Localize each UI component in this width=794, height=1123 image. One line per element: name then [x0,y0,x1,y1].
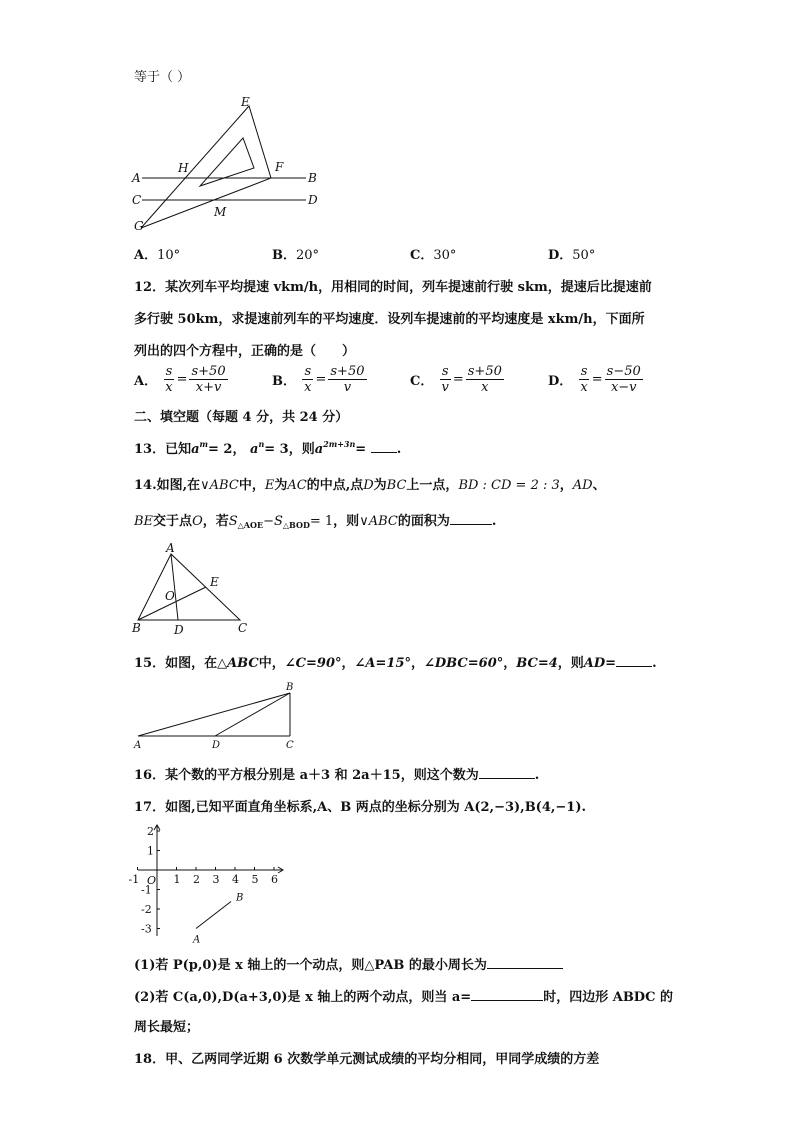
label-c: C [238,621,248,635]
q14-line-1: 14.如图,在∨ABC中，E为AC的中点,点D为BC上一点，BD : CD = 2 : 3，AD、 [134,478,606,493]
y-tick-label: -1 [141,883,152,897]
q11-option-a[interactable]: A．10° [134,248,181,263]
q11-option-c[interactable]: C．30° [410,248,457,263]
label-a: A [134,740,142,751]
label-h: H [178,161,189,175]
q12-line-2: 多行驶 50km，求提速前列车的平均速度．设列车提速前的平均速度是 xkm/h，下面所 [134,312,645,327]
segment-db [215,693,290,736]
x-tick-label: -1 [128,873,140,886]
x-tick-label: 5 [251,873,259,886]
q17-sub2-answer-blank[interactable] [471,988,543,1001]
q13-text: 13．已知$a^m= 2$， $a^n= 3$，则$a^{2m+3n}=$ . [134,439,402,457]
q17-coordinate-plane [130,824,300,944]
y-tick-label: 1 [147,844,154,858]
label-e: E [210,575,219,589]
q14-line-2: BE交于点O，若$S_{\triangle AOE}-S_{\triangle BOD}= 1$，则∨ABC的面积为 . [134,514,497,530]
origin-label: O [147,874,157,887]
q11-option-b[interactable]: B．20° [272,248,320,263]
q14-answer-blank[interactable] [450,512,492,525]
x-tick-label: 6 [271,873,278,886]
label-a: A [166,541,175,555]
x-tick-label: 1 [173,873,181,886]
label-b: B [132,621,141,635]
segment-ad [171,554,178,620]
q14-figure [130,540,260,640]
label-d: D [212,740,221,751]
q17-text: 17．如图,已知平面直角坐标系,A、B 两点的坐标分别为 A(2,−3),B(4,−1). [134,800,587,815]
q11-figure [130,94,330,234]
label-o: O [165,589,175,603]
x-tick-label: 3 [212,873,220,886]
segment-ab [196,902,231,929]
label-c: C [132,193,142,207]
q15-text: 15．如图，在△ABC中，∠C=90°，∠A=15°，∠DBC=60°，BC=4，则AD= . [134,656,657,671]
q12-option-c[interactable]: C． $\frac{s}{v}$ = $\frac{s+50}{x}$ [410,364,502,395]
label-c: C [286,740,294,751]
q18-text: 18．甲、乙两同学近期 6 次数学单元测试成绩的平均分相同，甲同学成绩的方差 [134,1052,600,1067]
q17-sub-2-cont: 周长最短； [134,1020,200,1035]
q17-sub1-answer-blank[interactable] [487,956,563,969]
x-tick-label: 4 [232,873,239,886]
x-tick-label: 2 [193,873,200,886]
q13-answer-blank[interactable] [371,440,397,453]
label-m: M [214,205,227,219]
q15-answer-blank[interactable] [616,654,652,667]
label-b: B [286,682,294,693]
point-label-a: A [193,934,201,946]
q12-line-3: 列出的四个方程中，正确的是（ ） [134,344,356,359]
section-title-fill-in: 二、填空题（每题 4 分，共 24 分） [134,410,349,425]
label-e: E [241,95,250,109]
q17-sub-2: (2)若 C(a,0),D(a+3,0)是 x 轴上的两个动点，则当 a= 时，四边形 ABDC 的 [134,990,673,1005]
inner-triangle [200,138,254,186]
y-tick-label: -3 [141,922,152,936]
q12-option-d[interactable]: D． $\frac{s}{x}$ = $\frac{s-50}{x-v}$ [548,364,641,395]
q12-option-b[interactable]: B． $\frac{s}{x}$ = $\frac{s+50}{v}$ [272,364,365,395]
label-b: B [308,171,317,185]
q12-option-a[interactable]: A． $\frac{s}{x}$ = $\frac{s+50}{x+v}$ [134,364,226,395]
y-tick-label: -2 [141,903,152,916]
label-d: D [174,623,184,637]
q12-line-1: 12．某次列车平均提速 vkm/h，用相同的时间，列车提速前行驶 skm，提速后比提速前 [134,280,652,295]
y-tick-label: 2 [147,825,154,838]
q11-option-d[interactable]: D．50° [548,248,596,263]
point-label-b: B [236,892,244,904]
triangle-egf [141,106,271,228]
label-g: G [134,219,144,233]
label-d: D [308,193,318,207]
label-f: F [275,160,284,174]
segment-ab [138,693,290,736]
q11-stem-tail: 等于（ ） [134,70,191,85]
q16-text: 16．某个数的平方根分别是 a＋3 和 2a＋15，则这个数为 . [134,768,540,783]
q15-figure [130,680,310,752]
triangle-abc [138,554,240,620]
label-a: A [132,171,141,185]
q17-sub-1: (1)若 P(p,0)是 x 轴上的一个动点，则△PAB 的最小周长为 [134,954,563,973]
q16-answer-blank[interactable] [479,766,535,779]
